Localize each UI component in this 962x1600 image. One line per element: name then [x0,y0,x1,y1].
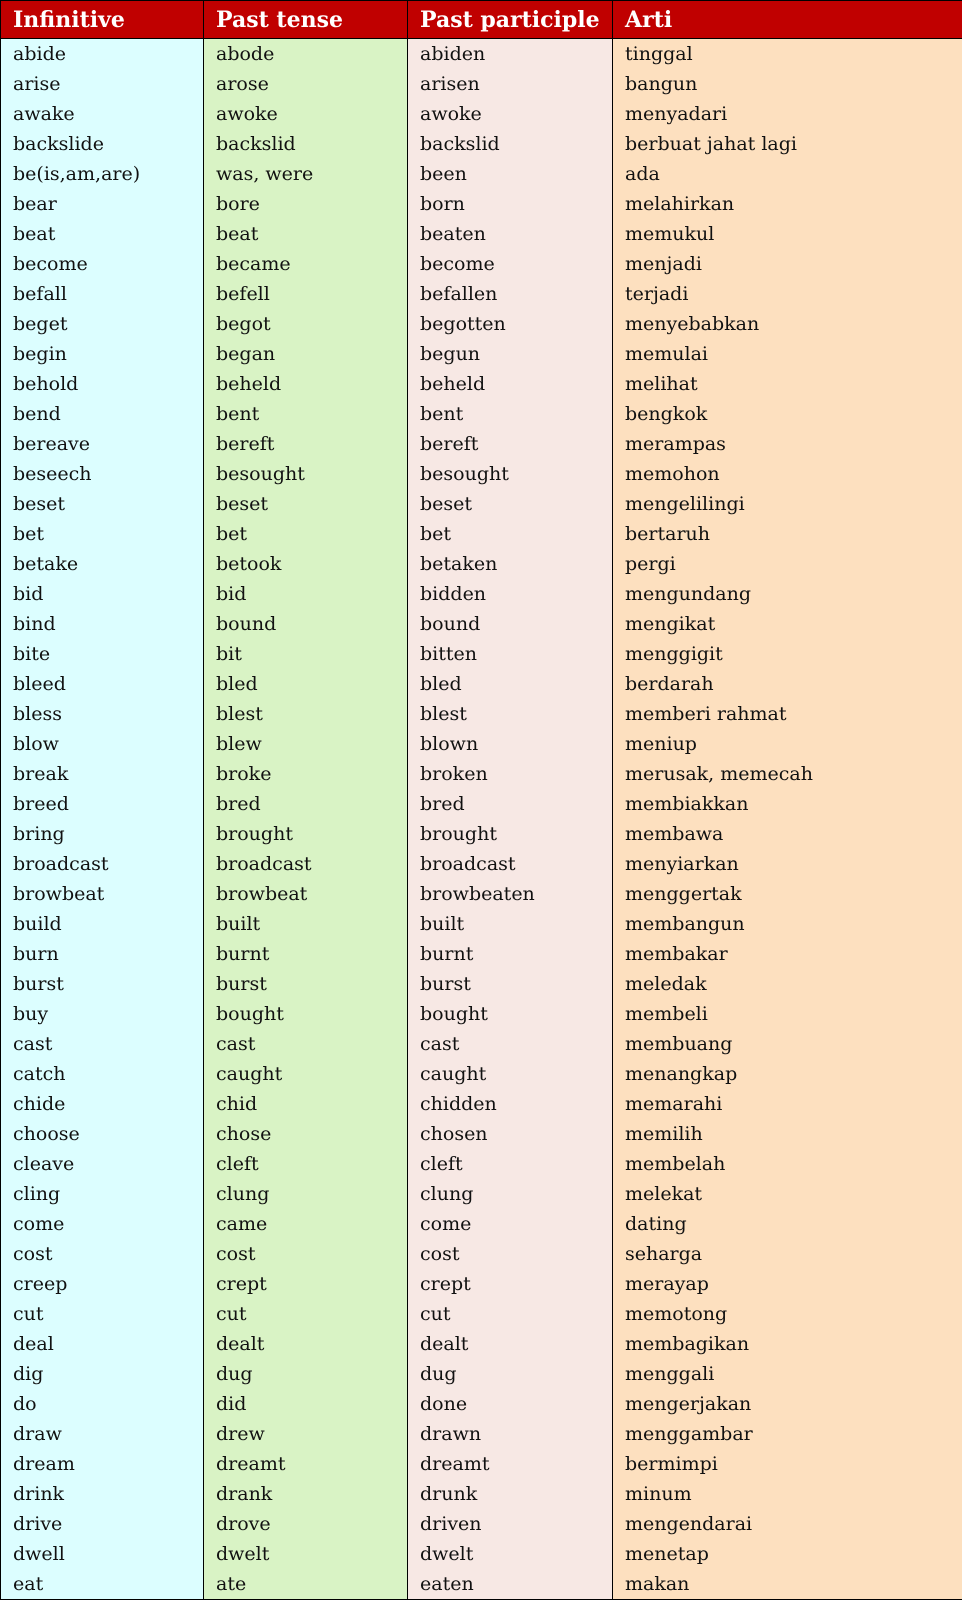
table-row [1,729,962,759]
cell-past-tense: built [204,909,408,939]
cell-arti: mengundang [613,579,962,609]
table-row [1,249,962,279]
cell-arti: mengerjakan [613,1389,962,1419]
cell-infinitive: bring [1,819,204,849]
cell-past-tense: dealt [204,1329,408,1359]
cell-arti: menangkap [613,1059,962,1089]
cell-arti: makan [613,1569,962,1600]
cell-past-participle: broadcast [408,849,613,879]
table-row [1,999,962,1029]
cell-infinitive: beseech [1,459,204,489]
cell-infinitive: blow [1,729,204,759]
table-row [1,969,962,999]
cell-past-participle: chosen [408,1119,613,1149]
cell-arti: meledak [613,969,962,999]
cell-past-participle: blest [408,699,613,729]
cell-past-participle: beheld [408,369,613,399]
cell-infinitive: build [1,909,204,939]
cell-past-tense: drank [204,1479,408,1509]
cell-past-participle: begotten [408,309,613,339]
cell-arti: melahirkan [613,189,962,219]
cell-past-participle: dwelt [408,1539,613,1569]
table-row [1,549,962,579]
table-row [1,1029,962,1059]
table-row [1,879,962,909]
cell-past-participle: dug [408,1359,613,1389]
cell-infinitive: bend [1,399,204,429]
cell-infinitive: catch [1,1059,204,1089]
table-row [1,699,962,729]
cell-past-tense: cut [204,1299,408,1329]
cell-past-participle: come [408,1209,613,1239]
table-row [1,129,962,159]
cell-past-participle: become [408,249,613,279]
cell-past-tense: awoke [204,99,408,129]
table-row [1,1509,962,1539]
cell-past-participle: beset [408,489,613,519]
cell-infinitive: drink [1,1479,204,1509]
cell-infinitive: break [1,759,204,789]
cell-infinitive: come [1,1209,204,1239]
cell-past-tense: dug [204,1359,408,1389]
cell-past-tense: arose [204,69,408,99]
cell-past-tense: dwelt [204,1539,408,1569]
table-row [1,1239,962,1269]
table-row [1,1389,962,1419]
cell-infinitive: begin [1,339,204,369]
cell-past-tense: broke [204,759,408,789]
cell-arti: memotong [613,1299,962,1329]
cell-past-participle: bred [408,789,613,819]
cell-past-tense: bet [204,519,408,549]
cell-past-participle: bled [408,669,613,699]
cell-arti: menetap [613,1539,962,1569]
cell-arti: membangun [613,909,962,939]
table-row [1,309,962,339]
cell-past-participle: driven [408,1509,613,1539]
table-row [1,669,962,699]
cell-infinitive: bleed [1,669,204,699]
cell-arti: membeli [613,999,962,1029]
cell-infinitive: burst [1,969,204,999]
table-row [1,339,962,369]
cell-past-participle: browbeaten [408,879,613,909]
table-row [1,579,962,609]
table-row [1,1569,962,1600]
cell-arti: bertaruh [613,519,962,549]
cell-past-participle: arisen [408,69,613,99]
cell-past-tense: brought [204,819,408,849]
cell-past-tense: dreamt [204,1449,408,1479]
cell-past-tense: cost [204,1239,408,1269]
table-row [1,39,962,70]
cell-past-tense: cast [204,1029,408,1059]
cell-infinitive: bid [1,579,204,609]
cell-past-tense: abode [204,39,408,70]
cell-arti: membiakkan [613,789,962,819]
cell-arti: memulai [613,339,962,369]
cell-past-participle: betaken [408,549,613,579]
cell-arti: bangun [613,69,962,99]
cell-past-tense: befell [204,279,408,309]
table-row [1,1089,962,1119]
table-row [1,939,962,969]
table-row [1,1059,962,1089]
cell-past-participle: clung [408,1179,613,1209]
cell-infinitive: dig [1,1359,204,1389]
cell-past-tense: came [204,1209,408,1239]
table-row [1,1269,962,1299]
cell-past-participle: backslid [408,129,613,159]
cell-infinitive: become [1,249,204,279]
cell-infinitive: do [1,1389,204,1419]
cell-infinitive: be(is,am,are) [1,159,204,189]
cell-infinitive: bless [1,699,204,729]
cell-arti: memohon [613,459,962,489]
cell-arti: memarahi [613,1089,962,1119]
cell-infinitive: bereave [1,429,204,459]
cell-infinitive: arise [1,69,204,99]
cell-infinitive: choose [1,1119,204,1149]
cell-infinitive: beset [1,489,204,519]
cell-infinitive: draw [1,1419,204,1449]
cell-arti: terjadi [613,279,962,309]
cell-arti: membuang [613,1029,962,1059]
header-row [1,1,962,39]
cell-arti: bengkok [613,399,962,429]
cell-infinitive: creep [1,1269,204,1299]
header-infinitive: Infinitive [1,1,204,39]
table-row [1,1209,962,1239]
table-row [1,489,962,519]
cell-arti: minum [613,1479,962,1509]
table-row [1,99,962,129]
cell-arti: melihat [613,369,962,399]
cell-past-participle: burnt [408,939,613,969]
cell-infinitive: abide [1,39,204,70]
cell-infinitive: cleave [1,1149,204,1179]
cell-past-participle: cost [408,1239,613,1269]
cell-arti: membagikan [613,1329,962,1359]
cell-past-participle: broken [408,759,613,789]
cell-infinitive: backslide [1,129,204,159]
cell-arti: berbuat jahat lagi [613,129,962,159]
cell-past-participle: dreamt [408,1449,613,1479]
cell-past-tense: beat [204,219,408,249]
cell-past-participle: born [408,189,613,219]
cell-arti: menggertak [613,879,962,909]
table-row [1,69,962,99]
cell-infinitive: bear [1,189,204,219]
cell-past-participle: besought [408,459,613,489]
cell-arti: menggigit [613,639,962,669]
cell-past-tense: bit [204,639,408,669]
cell-past-tense: ate [204,1569,408,1600]
cell-arti: menyiarkan [613,849,962,879]
table-row [1,219,962,249]
cell-past-tense: burst [204,969,408,999]
cell-past-tense: blest [204,699,408,729]
cell-arti: pergi [613,549,962,579]
cell-past-participle: blown [408,729,613,759]
cell-past-tense: caught [204,1059,408,1089]
cell-past-tense: browbeat [204,879,408,909]
cell-infinitive: befall [1,279,204,309]
table-row [1,1479,962,1509]
cell-infinitive: betake [1,549,204,579]
table-row [1,909,962,939]
cell-infinitive: cast [1,1029,204,1059]
cell-past-participle: crept [408,1269,613,1299]
cell-past-tense: clung [204,1179,408,1209]
cell-arti: menjadi [613,249,962,279]
cell-past-tense: drew [204,1419,408,1449]
cell-past-tense: bid [204,579,408,609]
cell-arti: ada [613,159,962,189]
cell-past-participle: cleft [408,1149,613,1179]
table-row [1,789,962,819]
cell-past-participle: dealt [408,1329,613,1359]
cell-past-participle: bitten [408,639,613,669]
table-row [1,1149,962,1179]
table-row [1,1119,962,1149]
cell-arti: menggambar [613,1419,962,1449]
table-row [1,399,962,429]
cell-arti: mengikat [613,609,962,639]
cell-infinitive: chide [1,1089,204,1119]
cell-past-tense: bound [204,609,408,639]
cell-past-tense: cleft [204,1149,408,1179]
cell-arti: meniup [613,729,962,759]
cell-infinitive: browbeat [1,879,204,909]
cell-past-participle: drunk [408,1479,613,1509]
cell-past-tense: backslid [204,129,408,159]
table-row [1,1419,962,1449]
cell-infinitive: beat [1,219,204,249]
cell-infinitive: dwell [1,1539,204,1569]
table-row [1,819,962,849]
cell-infinitive: buy [1,999,204,1029]
cell-past-tense: did [204,1389,408,1419]
cell-arti: seharga [613,1239,962,1269]
cell-past-participle: built [408,909,613,939]
cell-past-tense: betook [204,549,408,579]
cell-infinitive: bet [1,519,204,549]
cell-past-participle: bought [408,999,613,1029]
cell-past-participle: awoke [408,99,613,129]
cell-past-tense: burnt [204,939,408,969]
cell-past-participle: eaten [408,1569,613,1600]
cell-past-tense: chose [204,1119,408,1149]
cell-past-participle: done [408,1389,613,1419]
cell-past-tense: bore [204,189,408,219]
cell-infinitive: bite [1,639,204,669]
table-body [1,39,962,1600]
cell-infinitive: cost [1,1239,204,1269]
cell-past-participle: abiden [408,39,613,70]
header-past-tense: Past tense [204,1,408,39]
cell-arti: dating [613,1209,962,1239]
cell-past-tense: bought [204,999,408,1029]
cell-past-tense: besought [204,459,408,489]
cell-arti: mengelilingi [613,489,962,519]
cell-arti: merayap [613,1269,962,1299]
cell-past-participle: befallen [408,279,613,309]
cell-arti: tinggal [613,39,962,70]
cell-arti: memukul [613,219,962,249]
cell-infinitive: burn [1,939,204,969]
cell-past-participle: cast [408,1029,613,1059]
table-row [1,639,962,669]
cell-arti: memberi rahmat [613,699,962,729]
table-row [1,1329,962,1359]
cell-past-participle: cut [408,1299,613,1329]
cell-past-tense: blew [204,729,408,759]
cell-infinitive: breed [1,789,204,819]
table-row [1,159,962,189]
cell-infinitive: awake [1,99,204,129]
cell-infinitive: broadcast [1,849,204,879]
cell-arti: memilih [613,1119,962,1149]
cell-past-tense: bred [204,789,408,819]
cell-past-participle: bet [408,519,613,549]
cell-past-tense: bereft [204,429,408,459]
cell-arti: bermimpi [613,1449,962,1479]
cell-arti: menyadari [613,99,962,129]
cell-past-participle: caught [408,1059,613,1089]
cell-past-tense: became [204,249,408,279]
cell-past-tense: drove [204,1509,408,1539]
table-row [1,369,962,399]
table-row [1,1179,962,1209]
cell-past-participle: bent [408,399,613,429]
cell-past-participle: chidden [408,1089,613,1119]
cell-arti: merampas [613,429,962,459]
cell-past-participle: begun [408,339,613,369]
header-arti: Arti [613,1,962,39]
cell-arti: menyebabkan [613,309,962,339]
table-header [1,1,962,39]
cell-arti: melekat [613,1179,962,1209]
table-row [1,279,962,309]
cell-past-tense: bled [204,669,408,699]
cell-arti: mengendarai [613,1509,962,1539]
cell-past-participle: bound [408,609,613,639]
table-row [1,459,962,489]
cell-infinitive: beget [1,309,204,339]
table-row [1,1539,962,1569]
cell-past-participle: burst [408,969,613,999]
cell-infinitive: cling [1,1179,204,1209]
cell-past-tense: bent [204,399,408,429]
cell-arti: membakar [613,939,962,969]
table-row [1,1299,962,1329]
cell-infinitive: dream [1,1449,204,1479]
table-row [1,519,962,549]
cell-arti: membawa [613,819,962,849]
cell-past-tense: began [204,339,408,369]
cell-past-tense: broadcast [204,849,408,879]
cell-past-tense: beset [204,489,408,519]
cell-arti: membelah [613,1149,962,1179]
cell-past-participle: drawn [408,1419,613,1449]
cell-past-tense: crept [204,1269,408,1299]
cell-arti: menggali [613,1359,962,1389]
cell-infinitive: deal [1,1329,204,1359]
cell-infinitive: behold [1,369,204,399]
table-row [1,189,962,219]
table-row [1,429,962,459]
cell-past-participle: been [408,159,613,189]
cell-arti: berdarah [613,669,962,699]
table-row [1,1359,962,1389]
header-past-participle: Past participle [408,1,613,39]
cell-past-tense: was, were [204,159,408,189]
cell-past-participle: brought [408,819,613,849]
cell-past-tense: begot [204,309,408,339]
cell-past-tense: chid [204,1089,408,1119]
cell-past-participle: bidden [408,579,613,609]
cell-infinitive: drive [1,1509,204,1539]
cell-arti: merusak, memecah [613,759,962,789]
cell-past-participle: bereft [408,429,613,459]
cell-infinitive: bind [1,609,204,639]
cell-infinitive: cut [1,1299,204,1329]
table-row [1,609,962,639]
cell-past-tense: beheld [204,369,408,399]
table-row [1,759,962,789]
table-row [1,1449,962,1479]
cell-past-participle: beaten [408,219,613,249]
table-row [1,849,962,879]
cell-infinitive: eat [1,1569,204,1600]
